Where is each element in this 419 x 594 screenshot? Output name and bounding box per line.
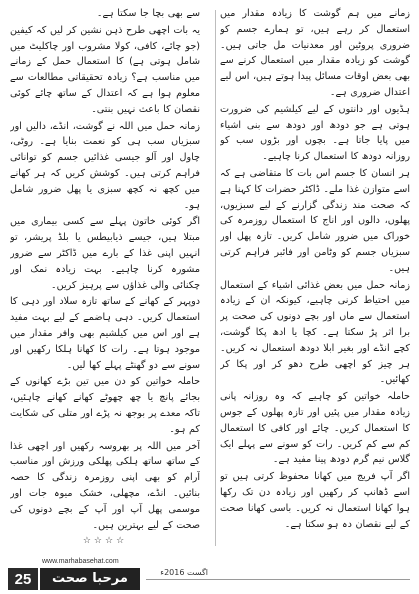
paragraph: سے بھی بچا جا سکتا ہے۔: [96, 8, 200, 19]
paragraph: زمانہ حمل میں بعض غذائی اشیاء کے استعمال میں احتیاط کرنی چاہیے، کیونکہ ان کے زیادہ استعمال سے ماں اور بچے دونوں کی صحت پر برا اثر پڑ سکتا ہے۔ کچا یا ادھ پکا گوشت، کچے انڈے اور بغیر ابلا دودھ استعمال نہ کریں۔ ہر چیز کو اچھی طرح دھو کر اور پکا کر کھائیں۔: [220, 279, 410, 386]
paragraph: زمانہ حمل میں اللہ نے گوشت، انڈے، دالیں اور سبزیاں سب ہی کو نعمت بنایا ہے۔ روٹی، چاول اور آلو جیسی غذائیں جسم کو توانائی فراہم کرتی ہیں۔ کوشش کریں کہ ہر کھانے میں کچھ نہ کچھ سبزی یا پھل ضرور شامل ہو۔: [10, 120, 200, 211]
website-link[interactable]: www.marhabasehat.com: [42, 558, 119, 565]
paragraph: یہ بات اچھی طرح ذہن نشین کر لیں کہ کیفین (جو چائے، کافی، کولا مشروب اور چاکلیٹ میں شامل ہوتی ہے) کا استعمال حمل کے زمانے میں مناسب ہے؟ زیادہ تحقیقاتی مطالعات سے معلوم ہوا ہے کہ اعتدال کے ساتھ چائے کوئی نقصان کا باعث نہیں بنتی۔: [10, 24, 200, 115]
left-column: [10, 6, 200, 548]
column-divider: [215, 10, 216, 546]
paragraph: حاملہ خواتین کو دن میں تین بڑے کھانوں کے بجائے پانچ یا چھ چھوٹے کھانے کھانے چاہئیں، تاکہ معدے پر بوجھ نہ پڑے اور متلی کی شکایت کم ہو۔: [10, 376, 200, 435]
end-mark-stars: ☆☆☆☆: [82, 536, 128, 547]
paragraph: ہر انسان کا جسم اس بات کا متقاضی ہے کہ اسے متوازن غذا ملے۔ ڈاکٹر حضرات کا کہنا ہے کہ صحت مند زندگی گزارنے کے لیے سبزیوں، پھلوں، دالوں اور اناج کا استعمال روزمرہ کی خوراک میں ضرور شامل کریں۔ تازہ پھل اور سبزیاں جسم کو وٹامن اور فائبر فراہم کرتی ہیں۔: [220, 167, 410, 274]
paragraph: دوپہر کے کھانے کے ساتھ تازہ سلاد اور دہی کا استعمال کریں۔ دہی ہاضمے کے لیے بہت مفید ہے اور اس میں کیلشیم بھی وافر مقدار میں موجود ہوتا ہے۔ رات کا کھانا ہلکا رکھیں اور سونے سے دو گھنٹے پہلے کھا لیں۔: [10, 296, 200, 371]
paragraph: اگر آپ فریج میں کھانا محفوظ کرتی ہیں تو اسے ڈھانپ کر رکھیں اور زیادہ دن تک رکھا ہوا کھانا استعمال نہ کریں۔ باسی کھانا صحت کے لیے نقصان دہ ہو سکتا ہے۔: [220, 471, 410, 530]
paragraph: آخر میں اللہ پر بھروسہ رکھیں اور اچھی غذا کے ساتھ ساتھ ہلکی پھلکی ورزش اور مناسب آرام کو بھی اپنی روزمرہ زندگی کا حصہ بنائیں۔ انڈے، مچھلی، خشک میوہ جات اور موسمی پھل آپ اور آپ کے بچے دونوں کی صحت کے لیے بہترین ہیں۔: [10, 440, 200, 531]
article-body: [10, 6, 410, 548]
page-number: 25: [8, 568, 38, 590]
page-footer: [0, 552, 419, 594]
right-column: [220, 6, 410, 548]
magazine-logo: مرحبا صحت: [40, 568, 140, 590]
paragraph: زمانے میں ہم گوشت کا زیادہ مقدار میں استعمال کر رہے ہیں، تو ہمارے جسم کو ضروری پروٹین اور معدنیات مل جاتی ہیں۔ گوشت کو زیادہ مقدار میں استعمال کرنے سے بھی بعض اوقات مسائل پیدا ہوتے ہیں، اس لیے اعتدال ضروری ہے۔: [220, 8, 410, 98]
issue-date: اگست 2016ء: [160, 568, 208, 577]
footer-rule: [146, 579, 410, 580]
paragraph: حاملہ خواتین کو چاہیے کہ وہ روزانہ پانی زیادہ مقدار میں پئیں اور تازہ پھلوں کے جوس کا استعمال کریں۔ چائے اور کافی کا استعمال کم سے کم کریں۔ رات کو سونے سے پہلے ایک گلاس نیم گرم دودھ پینا مفید ہے۔: [220, 391, 410, 466]
paragraph: اگر کوئی خاتون پہلے سے کسی بیماری میں مبتلا ہیں، جیسے ذیابیطس یا بلڈ پریشر، تو انہیں اپنی غذا کے بارے میں ڈاکٹر سے ضرور مشورہ کرنا چاہیے۔ بہت زیادہ نمک اور چکنائی والی غذاؤں سے پرہیز کریں۔: [10, 216, 200, 291]
paragraph: ہڈیوں اور دانتوں کے لیے کیلشیم کی ضرورت ہوتی ہے جو دودھ اور دودھ سے بنی اشیاء میں پایا جاتا ہے۔ بچوں اور بڑوں سب کو روزانہ دودھ کا استعمال کرنا چاہیے۔: [220, 103, 410, 163]
